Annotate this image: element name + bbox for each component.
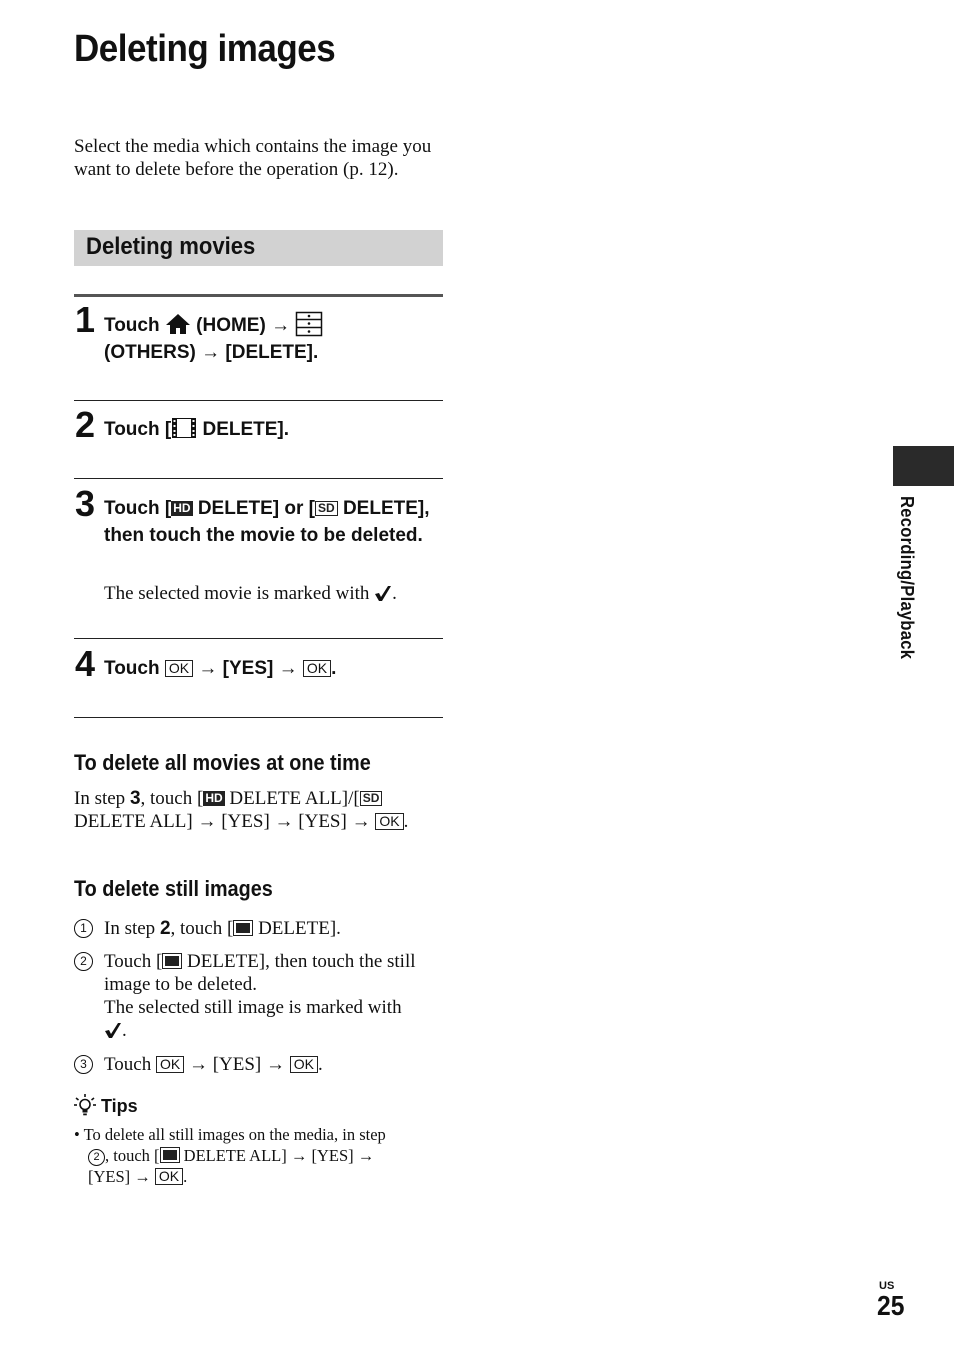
step-text: DELETE] or [ [197, 498, 315, 519]
tips-item [74, 1124, 434, 1187]
tips-title: Tips [101, 1096, 138, 1116]
checkmark-icon [104, 1021, 122, 1039]
film-icon [171, 417, 197, 439]
arrow-icon: → [351, 811, 371, 832]
step-ref: 2 [159, 918, 171, 939]
text: . [122, 1020, 127, 1041]
step-3-note [104, 582, 449, 605]
all-movies-text [74, 787, 446, 833]
bullet: • [74, 1125, 80, 1144]
list-number: 2 [88, 1149, 105, 1166]
still-images-heading: To delete still images [74, 876, 273, 901]
arrow-icon: → [290, 1146, 308, 1165]
still-image-icon [162, 953, 182, 969]
checkmark-icon [374, 584, 392, 602]
divider [74, 638, 443, 639]
still-image-icon [233, 920, 253, 936]
ok-button[interactable]: OK [155, 1168, 183, 1185]
text: . [183, 1167, 188, 1186]
page-number: 25 [877, 1290, 905, 1321]
step-text: (OTHERS) [104, 342, 196, 363]
list-number: 3 [74, 1055, 93, 1074]
arrow-icon: → [278, 658, 298, 679]
step-text: Touch [104, 658, 160, 679]
text: DELETE]. [258, 918, 341, 939]
still-image-icon [160, 1147, 180, 1163]
text: In step [104, 918, 156, 939]
text: Touch [104, 1054, 152, 1075]
all-movies-heading: To delete all movies at one time [74, 750, 371, 775]
step-number: 1 [75, 299, 96, 340]
step-number: 2 [75, 404, 96, 445]
step-text: Touch [ [104, 419, 172, 440]
divider [74, 478, 443, 479]
step-ref: 3 [129, 788, 141, 809]
step-text: (HOME) [196, 315, 266, 336]
arrow-icon: → [134, 1167, 151, 1186]
tips-heading [74, 1094, 138, 1117]
lightbulb-icon [74, 1094, 96, 1116]
ok-button[interactable]: OK [156, 1056, 184, 1073]
text: , touch [ [170, 918, 234, 939]
text: [YES] [298, 811, 347, 832]
step-1-text [104, 311, 449, 366]
divider [74, 400, 443, 401]
section-heading-bar [74, 230, 443, 266]
step-note: . [392, 583, 397, 604]
divider [74, 294, 443, 297]
list-item [74, 950, 449, 1042]
text: [YES] [221, 811, 270, 832]
text: DELETE ALL] [74, 811, 193, 832]
arrow-icon: → [271, 315, 291, 336]
list-item [74, 1053, 449, 1076]
sd-icon: SD [360, 791, 383, 806]
text: Touch [ [104, 951, 163, 972]
ok-button[interactable]: OK [290, 1056, 318, 1073]
hd-icon: HD [205, 791, 223, 805]
step-text: [YES] [222, 658, 274, 679]
region-code: US [879, 1280, 895, 1292]
list-number: 2 [74, 952, 93, 971]
text: DELETE ALL] [183, 1146, 287, 1165]
text: [YES] [311, 1146, 354, 1165]
step-text: . [331, 658, 337, 679]
arrow-icon: → [201, 342, 221, 363]
step-text: Touch [ [104, 498, 172, 519]
hd-icon: HD [173, 501, 191, 515]
text: DELETE ALL]/[ [229, 788, 360, 809]
page-title: Deleting images [74, 28, 336, 70]
step-2-text [104, 416, 449, 443]
home-icon [165, 313, 191, 335]
arrow-icon: → [188, 1054, 208, 1075]
text: The selected still image is marked with [104, 997, 402, 1018]
arrow-icon: → [357, 1146, 375, 1165]
arrow-icon: → [198, 658, 218, 679]
arrow-icon: → [197, 811, 217, 832]
side-tab-label: Recording/Playback [897, 496, 917, 660]
text: To delete all still images on the media, in step [83, 1125, 386, 1144]
ok-button[interactable]: OK [165, 660, 193, 677]
text: , touch [ [105, 1146, 160, 1165]
text: [YES] [88, 1167, 131, 1186]
list-item [74, 917, 449, 940]
step-text: [DELETE]. [225, 342, 319, 363]
text: . [403, 811, 409, 832]
ok-button[interactable]: OK [303, 660, 331, 677]
step-text: DELETE], then touch the movie to be deleted. [104, 498, 430, 546]
text: , touch [ [140, 788, 204, 809]
arrow-icon: → [274, 811, 294, 832]
step-text: Touch [104, 315, 160, 336]
list-number: 1 [74, 919, 93, 938]
others-icon [295, 311, 323, 337]
step-number: 3 [75, 483, 96, 524]
step-number: 4 [75, 643, 96, 684]
step-text: DELETE]. [202, 419, 290, 440]
intro-paragraph: Select the media which contains the image you want to delete before the operation (p. 12). [74, 136, 432, 180]
text: DELETE], then touch the still image to be deleted. [104, 951, 416, 995]
divider [74, 717, 443, 718]
text: . [318, 1054, 323, 1075]
text: [YES] [212, 1054, 262, 1075]
side-tab-marker [893, 446, 954, 486]
step-4-text [104, 655, 449, 682]
step-note: The selected movie is marked with [104, 583, 370, 604]
section-heading: Deleting movies [86, 233, 256, 260]
sd-icon: SD [315, 501, 338, 516]
text: In step [74, 788, 126, 809]
ok-button[interactable]: OK [375, 813, 403, 830]
step-3-text [104, 495, 449, 549]
arrow-icon: → [266, 1054, 286, 1075]
